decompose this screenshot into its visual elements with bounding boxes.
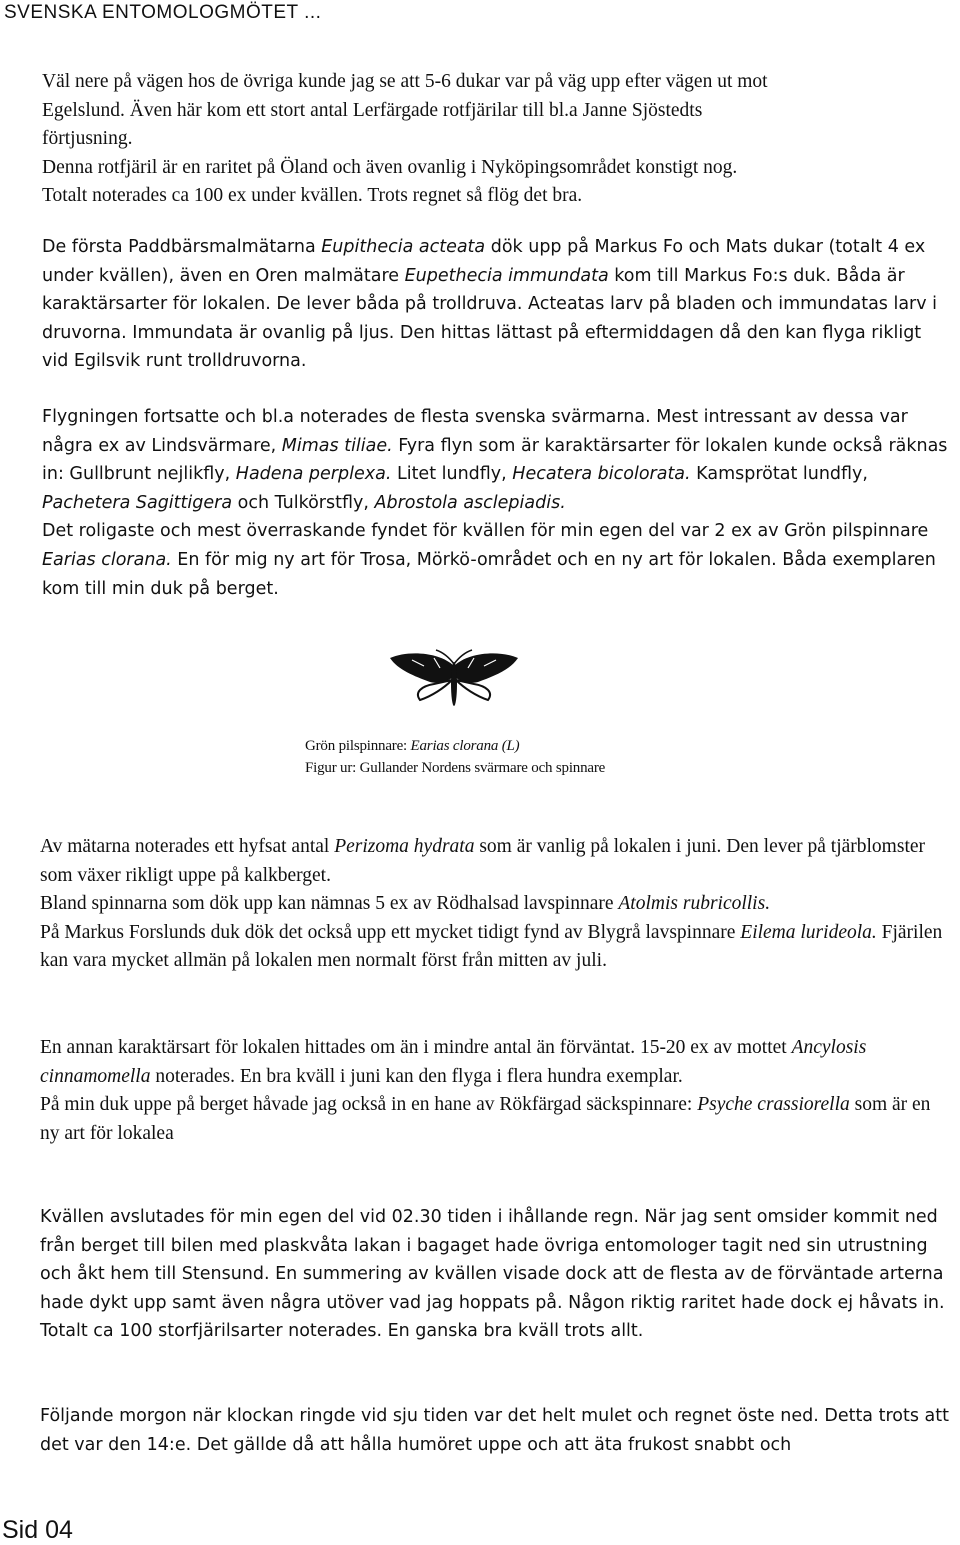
caption-line-1 [305, 735, 605, 757]
text-span: En för mig ny art för Trosa, Mörkö-området och en ny art för lokalen. Båda exemplaren kom till min duk på berget. [42, 549, 936, 599]
species-name: Pachetera Sagittigera [42, 492, 233, 513]
text-span: och Tulkörstfly, [232, 492, 375, 513]
text-span: som är en ny art för lokalea [40, 1094, 931, 1144]
species-name: Hecatera bicolorata. [512, 464, 691, 485]
species-name: Eupethecia immundata [404, 265, 609, 286]
paragraph-5 [40, 1034, 950, 1148]
species-name: Hadena perplexa. [235, 464, 392, 485]
species-name: Perizoma hydrata [334, 836, 475, 857]
paragraph-1 [42, 68, 952, 211]
running-header: SVENSKA ENTOMOLOGMÖTET ... [4, 2, 322, 23]
species-name: Eilema lurideola. [740, 921, 877, 943]
figure-caption [305, 735, 605, 779]
moth-illustration [384, 648, 524, 720]
text-span: Det roligaste och mest överraskande fyndet för kvällen för min egen del var 2 ex av Grön pilspinnare [42, 521, 929, 542]
species-name: Atolmis rubricollis. [618, 893, 771, 915]
species-name: Mimas tiliae. [281, 435, 393, 456]
species-name: Psyche crassiorella [697, 1094, 850, 1116]
text-span: dök upp på Markus Fo och Mats dukar (totalt 4 ex under kvällen), även en Oren malmätare [42, 237, 926, 286]
text-span: Flygningen fortsatte och bl.a noterades de flesta svenska svärmarna. Mest intressant av dessa var några ex av Lindsvärmare, [42, 407, 908, 456]
page-number: Sid 04 [2, 1516, 73, 1544]
paragraph-7: Följande morgon när klockan ringde vid sju tiden var det helt mulet och regnet öste ned. Detta trots att det var den 14:e. Det gällde då att hålla humöret uppe och att äta frukost snabbt och [40, 1406, 949, 1455]
paragraph-3 [42, 403, 952, 603]
text-span: kom till Markus Fo:s duk. Båda är karaktärsarter för lokalen. De lever båda på trolldruva. Acteatas larv på bladen och immundatas larv i druvorna. Immundata är ovanlig på ljus. Den hittas lättast på eftermiddagen då den kan flyga rikligt vid Egilsvik runt trolldruvorna. [42, 265, 938, 372]
species-name: Earias clorana (L) [410, 738, 520, 754]
species-name: Abrostola asclepiadis. [374, 492, 566, 513]
paragraph-2 [42, 233, 952, 376]
paragraph-1-line-1: Väl nere på vägen hos de övriga kunde jag se att 5-6 dukar var på väg upp efter vägen ut mot [42, 71, 768, 92]
paragraph-1-line-5: Totalt noterades ca 100 ex under kvällen. Trots regnet så flög det bra. [42, 185, 583, 207]
text-span: Fyra flyn som är karaktärsarter för lokalen kunde också räknas in: Gullbrunt nejlikfly, [42, 435, 948, 485]
species-name: Eupithecia acteata [321, 237, 486, 257]
text-span: noterades. En bra kväll i juni kan den flyga i flera hundra exemplar. [150, 1065, 683, 1087]
text-span: En annan karaktärsart för lokalen hittades om än i mindre antal än förväntat. 15-20 ex av mottet [40, 1037, 792, 1058]
moth-icon [384, 648, 524, 720]
paragraph-1-line-2: Egelslund. Även här kom ett stort antal Lerfärgade rotfjärilar till bl.a Janne Sjöstedts [42, 99, 703, 121]
text-span: De första Paddbärsmalmätarna [42, 237, 322, 257]
text-span: På min duk uppe på berget håvade jag också in en hane av Rökfärgad säckspinnare: [40, 1094, 698, 1116]
caption-source: Figur ur: Gullander Nordens svärmare och spinnare [305, 760, 606, 776]
text-span: Fjärilen kan vara mycket allmän på lokalen men normalt först från mitten av juli. [40, 921, 943, 972]
text-span: Kamsprötat lundfly, [690, 464, 868, 485]
species-name: Earias clorana. [42, 549, 172, 570]
paragraph-1-line-4: Denna rotfjäril är en raritet på Öland och även ovanlig i Nyköpingsområdet konstigt nog. [42, 156, 738, 178]
paragraph-6: Kvällen avslutades för min egen del vid 02.30 tiden i ihållande regn. När jag sent omsider kommit ned från berget till bilen med plaskvåta lakan i bagaget hade övriga entomologer tagit ned sin utrustning och åkt hem till Stensund. En summering av kvällen visade dock att de flesta av de förväntade arterna hade dykt upp samt även några utöver vad jag hoppats på. Någon riktig raritet hade dock ej håvats in. Totalt ca 100 storfjärilsarter noterades. En ganska bra kväll trots allt. [40, 1207, 945, 1342]
paragraph-4 [40, 833, 950, 976]
text-span: På Markus Forslunds duk dök det också upp ett mycket tidigt fynd av Blygrå lavspinnare [40, 921, 741, 943]
text-span: som är vanlig på lokalen i juni. Den lever på tjärblomster som växer rikligt uppe på kalkberget. [40, 836, 926, 886]
text-span: Av mätarna noterades ett hyfsat antal [40, 836, 335, 857]
text-span: Litet lundfly, [391, 464, 513, 485]
paragraph-1-line-3: förtjusning. [42, 128, 133, 150]
text-span: Grön pilspinnare: [305, 738, 411, 754]
species-name: Ancylosis cinnamomella [40, 1037, 867, 1087]
text-span: Bland spinnarna som dök upp kan nämnas 5 ex av Rödhalsad lavspinnare [40, 893, 619, 915]
